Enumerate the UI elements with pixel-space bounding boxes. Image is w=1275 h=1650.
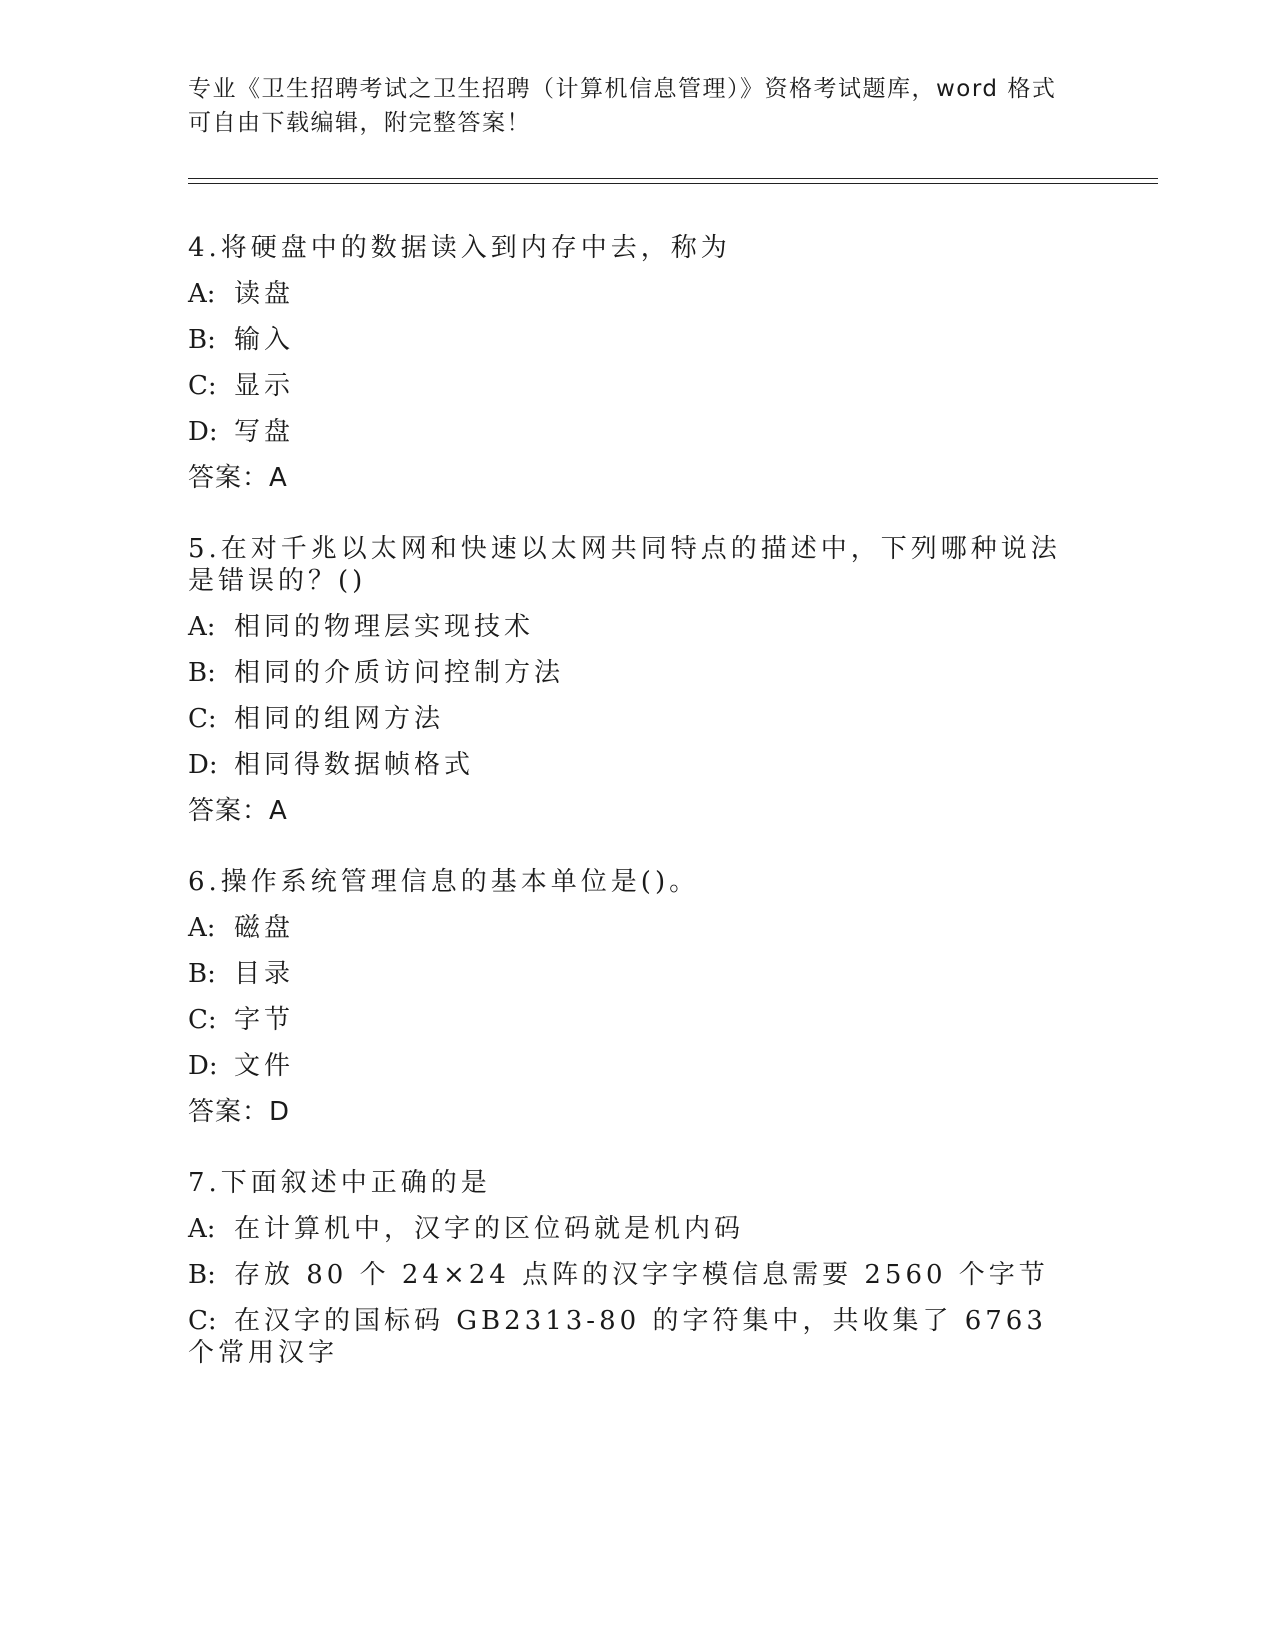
option-text: 在汉字的国标码 GB2313-80 的字符集中，共收集了 6763 个常用汉字	[188, 1306, 1047, 1368]
header-line-2: 可自由下载编辑，附完整答案！	[188, 110, 531, 136]
option-label: A:	[188, 1214, 216, 1244]
question-stem: 4.将硬盘中的数据读入到内存中去，称为	[188, 233, 731, 263]
option-text: 相同得数据帧格式	[234, 750, 475, 780]
question-stem: 6.操作系统管理信息的基本单位是()。	[188, 867, 700, 897]
option-label: C:	[188, 1306, 217, 1336]
option-a	[188, 1213, 1068, 1245]
option-c	[188, 703, 1068, 735]
option-c	[188, 1305, 1068, 1369]
option-label: A:	[188, 913, 216, 943]
option-d	[188, 749, 1068, 781]
option-d	[188, 1050, 1068, 1082]
option-label: A:	[188, 612, 216, 642]
option-label: B:	[188, 1260, 216, 1290]
option-text: 相同的组网方法	[234, 704, 445, 734]
question-5	[188, 533, 1068, 827]
option-text: 显示	[234, 371, 295, 401]
option-c	[188, 370, 1068, 402]
option-text: 目录	[234, 959, 295, 989]
answer: 答案：A	[188, 463, 288, 493]
option-a	[188, 278, 1068, 310]
question-4	[188, 232, 1068, 494]
option-label: B:	[188, 325, 216, 355]
option-label: D:	[188, 417, 218, 447]
question-stem: 5.在对千兆以太网和快速以太网共同特点的描述中，下列哪种说法是错误的？()	[188, 534, 1061, 596]
option-text: 相同的介质访问控制方法	[234, 658, 565, 688]
option-d	[188, 416, 1068, 448]
option-label: C:	[188, 371, 217, 401]
option-text: 在计算机中，汉字的区位码就是机内码	[234, 1214, 745, 1244]
question-stem: 7.下面叙述中正确的是	[188, 1168, 491, 1198]
option-b	[188, 657, 1068, 689]
option-text: 存放 80 个 24×24 点阵的汉字字模信息需要 2560 个字节	[234, 1260, 1049, 1290]
header-rule-top	[188, 178, 1158, 179]
question-list	[188, 232, 1068, 1408]
option-b	[188, 958, 1068, 990]
header-rule-bottom	[188, 183, 1158, 184]
option-a	[188, 912, 1068, 944]
option-label: D:	[188, 1051, 218, 1081]
option-label: B:	[188, 658, 216, 688]
option-text: 字节	[234, 1005, 295, 1035]
option-label: A:	[188, 279, 216, 309]
option-a	[188, 611, 1068, 643]
option-text: 相同的物理层实现技术	[234, 612, 535, 642]
answer: 答案：A	[188, 796, 288, 826]
option-label: D:	[188, 750, 218, 780]
document-header	[188, 72, 1088, 140]
answer: 答案：D	[188, 1097, 291, 1127]
option-b	[188, 1259, 1068, 1291]
option-b	[188, 324, 1068, 356]
header-line-1: 专业《卫生招聘考试之卫生招聘（计算机信息管理）》资格考试题库，word 格式	[188, 76, 1057, 102]
question-7	[188, 1167, 1068, 1369]
option-label: C:	[188, 704, 217, 734]
option-text: 输入	[234, 325, 295, 355]
question-6	[188, 866, 1068, 1128]
option-text: 磁盘	[234, 913, 295, 943]
option-label: C:	[188, 1005, 217, 1035]
option-label: B:	[188, 959, 216, 989]
option-text: 文件	[234, 1051, 295, 1081]
option-c	[188, 1004, 1068, 1036]
option-text: 写盘	[234, 417, 295, 447]
option-text: 读盘	[234, 279, 295, 309]
